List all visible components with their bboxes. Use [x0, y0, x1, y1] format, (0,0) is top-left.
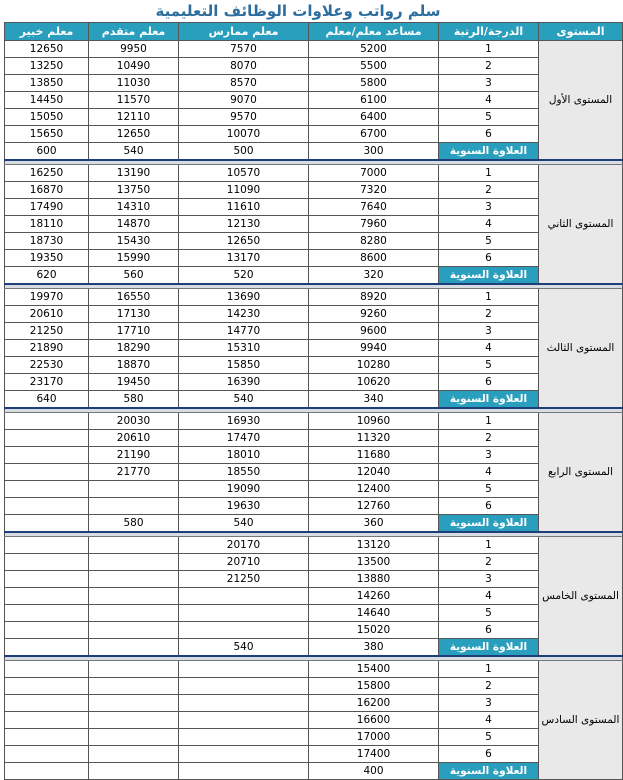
table-row — [5, 126, 623, 143]
table-row — [5, 289, 623, 306]
grade-cell: 4 — [439, 464, 539, 481]
expert-cell: 20610 — [5, 306, 89, 323]
practitioner-cell: 20170 — [179, 537, 309, 554]
increment-expert — [5, 639, 89, 657]
practitioner-cell: 15310 — [179, 340, 309, 357]
expert-cell — [5, 447, 89, 464]
table-row — [5, 447, 623, 464]
increment-advanced: 580 — [89, 515, 179, 533]
grade-cell: 1 — [439, 165, 539, 182]
advanced-cell: 10490 — [89, 58, 179, 75]
advanced-cell: 17130 — [89, 306, 179, 323]
increment-row — [5, 143, 623, 161]
table-row — [5, 554, 623, 571]
expert-cell: 18730 — [5, 233, 89, 250]
expert-cell: 14450 — [5, 92, 89, 109]
assistant-cell: 14260 — [309, 588, 439, 605]
assistant-cell: 16200 — [309, 695, 439, 712]
grade-cell: 5 — [439, 729, 539, 746]
grade-cell: 4 — [439, 340, 539, 357]
expert-cell: 22530 — [5, 357, 89, 374]
practitioner-cell: 13170 — [179, 250, 309, 267]
advanced-cell: 14310 — [89, 199, 179, 216]
grade-cell: 1 — [439, 661, 539, 678]
assistant-cell: 13500 — [309, 554, 439, 571]
expert-cell — [5, 571, 89, 588]
grade-cell: 3 — [439, 199, 539, 216]
header-assistant: مساعد معلم/معلم — [309, 23, 439, 41]
grade-cell: 6 — [439, 622, 539, 639]
practitioner-cell — [179, 695, 309, 712]
increment-label: العلاوة السنوية — [439, 763, 539, 780]
advanced-cell: 9950 — [89, 41, 179, 58]
table-row — [5, 75, 623, 92]
header-row — [5, 23, 623, 41]
grade-cell: 2 — [439, 554, 539, 571]
increment-row — [5, 639, 623, 657]
practitioner-cell: 12130 — [179, 216, 309, 233]
increment-row — [5, 515, 623, 533]
expert-cell — [5, 537, 89, 554]
advanced-cell: 18290 — [89, 340, 179, 357]
practitioner-cell: 11610 — [179, 199, 309, 216]
assistant-cell: 6100 — [309, 92, 439, 109]
assistant-cell: 7320 — [309, 182, 439, 199]
practitioner-cell: 21250 — [179, 571, 309, 588]
level-name: المستوى الأول — [539, 41, 623, 161]
assistant-cell: 15800 — [309, 678, 439, 695]
table-row — [5, 340, 623, 357]
table-row — [5, 41, 623, 58]
expert-cell: 19970 — [5, 289, 89, 306]
table-row — [5, 695, 623, 712]
expert-cell — [5, 661, 89, 678]
increment-practitioner: 540 — [179, 515, 309, 533]
practitioner-cell: 19090 — [179, 481, 309, 498]
practitioner-cell: 14770 — [179, 323, 309, 340]
advanced-cell: 17710 — [89, 323, 179, 340]
table-row — [5, 678, 623, 695]
grade-cell: 1 — [439, 537, 539, 554]
expert-cell — [5, 605, 89, 622]
assistant-cell: 12400 — [309, 481, 439, 498]
expert-cell: 23170 — [5, 374, 89, 391]
grade-cell: 1 — [439, 289, 539, 306]
expert-cell: 21890 — [5, 340, 89, 357]
assistant-cell: 12040 — [309, 464, 439, 481]
header-expert: معلم خبير — [5, 23, 89, 41]
practitioner-cell: 12650 — [179, 233, 309, 250]
increment-advanced — [89, 763, 179, 780]
table-row — [5, 537, 623, 554]
table-row — [5, 306, 623, 323]
grade-cell: 6 — [439, 126, 539, 143]
advanced-cell — [89, 712, 179, 729]
table-row — [5, 605, 623, 622]
increment-label: العلاوة السنوية — [439, 143, 539, 161]
advanced-cell — [89, 746, 179, 763]
table-row — [5, 165, 623, 182]
grade-cell: 1 — [439, 413, 539, 430]
assistant-cell: 5800 — [309, 75, 439, 92]
header-grade: الدرجة/الرتبة — [439, 23, 539, 41]
assistant-cell: 8600 — [309, 250, 439, 267]
practitioner-cell: 11090 — [179, 182, 309, 199]
expert-cell — [5, 554, 89, 571]
table-row — [5, 357, 623, 374]
grade-cell: 5 — [439, 109, 539, 126]
increment-row — [5, 763, 623, 780]
assistant-cell: 13120 — [309, 537, 439, 554]
assistant-cell: 10280 — [309, 357, 439, 374]
expert-cell: 13250 — [5, 58, 89, 75]
expert-cell — [5, 622, 89, 639]
practitioner-cell: 17470 — [179, 430, 309, 447]
practitioner-cell — [179, 712, 309, 729]
grade-cell: 2 — [439, 678, 539, 695]
grade-cell: 5 — [439, 605, 539, 622]
grade-cell: 2 — [439, 182, 539, 199]
practitioner-cell: 10570 — [179, 165, 309, 182]
increment-row — [5, 267, 623, 285]
advanced-cell: 13750 — [89, 182, 179, 199]
increment-advanced: 560 — [89, 267, 179, 285]
expert-cell — [5, 430, 89, 447]
increment-assistant: 400 — [309, 763, 439, 780]
increment-expert: 640 — [5, 391, 89, 409]
increment-row — [5, 391, 623, 409]
increment-assistant: 320 — [309, 267, 439, 285]
expert-cell — [5, 746, 89, 763]
grade-cell: 5 — [439, 233, 539, 250]
expert-cell: 16250 — [5, 165, 89, 182]
advanced-cell: 21770 — [89, 464, 179, 481]
increment-advanced: 540 — [89, 143, 179, 161]
expert-cell: 18110 — [5, 216, 89, 233]
level-name: المستوى الثالث — [539, 289, 623, 409]
table-row — [5, 746, 623, 763]
grade-cell: 6 — [439, 250, 539, 267]
table-row — [5, 374, 623, 391]
assistant-cell: 16600 — [309, 712, 439, 729]
grade-cell: 2 — [439, 306, 539, 323]
advanced-cell — [89, 695, 179, 712]
grade-cell: 3 — [439, 75, 539, 92]
increment-expert — [5, 763, 89, 780]
table-row — [5, 622, 623, 639]
header-level: المستوى — [539, 23, 623, 41]
advanced-cell: 11030 — [89, 75, 179, 92]
advanced-cell: 20030 — [89, 413, 179, 430]
grade-cell: 1 — [439, 41, 539, 58]
expert-cell — [5, 729, 89, 746]
grade-cell: 6 — [439, 374, 539, 391]
increment-expert: 620 — [5, 267, 89, 285]
grade-cell: 5 — [439, 481, 539, 498]
table-row — [5, 712, 623, 729]
practitioner-cell: 16930 — [179, 413, 309, 430]
assistant-cell: 10960 — [309, 413, 439, 430]
practitioner-cell: 16390 — [179, 374, 309, 391]
advanced-cell: 12110 — [89, 109, 179, 126]
expert-cell: 15050 — [5, 109, 89, 126]
table-row — [5, 498, 623, 515]
increment-practitioner: 540 — [179, 391, 309, 409]
level-name: المستوى السادس — [539, 661, 623, 780]
practitioner-cell: 18010 — [179, 447, 309, 464]
assistant-cell: 15020 — [309, 622, 439, 639]
table-row — [5, 92, 623, 109]
advanced-cell: 21190 — [89, 447, 179, 464]
table-row — [5, 588, 623, 605]
grade-cell: 4 — [439, 712, 539, 729]
expert-cell — [5, 464, 89, 481]
practitioner-cell — [179, 605, 309, 622]
assistant-cell: 17000 — [309, 729, 439, 746]
assistant-cell: 7960 — [309, 216, 439, 233]
increment-assistant: 340 — [309, 391, 439, 409]
expert-cell — [5, 678, 89, 695]
advanced-cell: 11570 — [89, 92, 179, 109]
practitioner-cell: 7570 — [179, 41, 309, 58]
increment-assistant: 300 — [309, 143, 439, 161]
expert-cell — [5, 481, 89, 498]
increment-advanced: 580 — [89, 391, 179, 409]
grade-cell: 6 — [439, 746, 539, 763]
table-row — [5, 430, 623, 447]
assistant-cell: 11680 — [309, 447, 439, 464]
assistant-cell: 7640 — [309, 199, 439, 216]
level-name: المستوى الرابع — [539, 413, 623, 533]
increment-label: العلاوة السنوية — [439, 639, 539, 657]
grade-cell: 2 — [439, 58, 539, 75]
advanced-cell: 15430 — [89, 233, 179, 250]
grade-cell: 3 — [439, 695, 539, 712]
expert-cell: 16870 — [5, 182, 89, 199]
level-name: المستوى الثاني — [539, 165, 623, 285]
practitioner-cell: 8070 — [179, 58, 309, 75]
increment-advanced — [89, 639, 179, 657]
assistant-cell: 8920 — [309, 289, 439, 306]
advanced-cell: 13190 — [89, 165, 179, 182]
increment-label: العلاوة السنوية — [439, 267, 539, 285]
practitioner-cell: 8570 — [179, 75, 309, 92]
expert-cell — [5, 695, 89, 712]
table-row — [5, 233, 623, 250]
advanced-cell — [89, 729, 179, 746]
practitioner-cell — [179, 661, 309, 678]
expert-cell: 15650 — [5, 126, 89, 143]
expert-cell: 17490 — [5, 199, 89, 216]
practitioner-cell: 10070 — [179, 126, 309, 143]
grade-cell: 4 — [439, 92, 539, 109]
increment-assistant: 380 — [309, 639, 439, 657]
table-row — [5, 58, 623, 75]
practitioner-cell — [179, 729, 309, 746]
assistant-cell: 6400 — [309, 109, 439, 126]
expert-cell — [5, 498, 89, 515]
grade-cell: 3 — [439, 571, 539, 588]
grade-cell: 5 — [439, 357, 539, 374]
practitioner-cell: 15850 — [179, 357, 309, 374]
practitioner-cell: 9570 — [179, 109, 309, 126]
advanced-cell — [89, 678, 179, 695]
increment-label: العلاوة السنوية — [439, 391, 539, 409]
assistant-cell: 6700 — [309, 126, 439, 143]
table-row — [5, 481, 623, 498]
increment-practitioner: 520 — [179, 267, 309, 285]
header-practitioner: معلم ممارس — [179, 23, 309, 41]
table-row — [5, 323, 623, 340]
increment-expert: 600 — [5, 143, 89, 161]
grade-cell: 4 — [439, 588, 539, 605]
assistant-cell: 5500 — [309, 58, 439, 75]
table-row — [5, 661, 623, 678]
assistant-cell: 17400 — [309, 746, 439, 763]
increment-label: العلاوة السنوية — [439, 515, 539, 533]
practitioner-cell — [179, 622, 309, 639]
expert-cell: 12650 — [5, 41, 89, 58]
grade-cell: 3 — [439, 323, 539, 340]
increment-practitioner: 500 — [179, 143, 309, 161]
practitioner-cell — [179, 746, 309, 763]
grade-cell: 3 — [439, 447, 539, 464]
advanced-cell — [89, 622, 179, 639]
expert-cell — [5, 413, 89, 430]
advanced-cell — [89, 481, 179, 498]
expert-cell — [5, 712, 89, 729]
table-row — [5, 199, 623, 216]
advanced-cell: 12650 — [89, 126, 179, 143]
level-name: المستوى الخامس — [539, 537, 623, 657]
assistant-cell: 13880 — [309, 571, 439, 588]
table-row — [5, 464, 623, 481]
grade-cell: 6 — [439, 498, 539, 515]
practitioner-cell — [179, 588, 309, 605]
advanced-cell — [89, 498, 179, 515]
expert-cell: 13850 — [5, 75, 89, 92]
expert-cell — [5, 588, 89, 605]
practitioner-cell: 19630 — [179, 498, 309, 515]
assistant-cell: 14640 — [309, 605, 439, 622]
practitioner-cell — [179, 678, 309, 695]
table-row — [5, 729, 623, 746]
advanced-cell: 14870 — [89, 216, 179, 233]
advanced-cell: 20610 — [89, 430, 179, 447]
advanced-cell — [89, 588, 179, 605]
assistant-cell: 10620 — [309, 374, 439, 391]
assistant-cell: 12760 — [309, 498, 439, 515]
expert-cell: 21250 — [5, 323, 89, 340]
increment-practitioner: 540 — [179, 639, 309, 657]
practitioner-cell: 14230 — [179, 306, 309, 323]
advanced-cell — [89, 554, 179, 571]
assistant-cell: 7000 — [309, 165, 439, 182]
table-row — [5, 250, 623, 267]
assistant-cell: 9940 — [309, 340, 439, 357]
increment-expert — [5, 515, 89, 533]
table-row — [5, 413, 623, 430]
advanced-cell: 19450 — [89, 374, 179, 391]
advanced-cell — [89, 605, 179, 622]
increment-assistant: 360 — [309, 515, 439, 533]
practitioner-cell: 18550 — [179, 464, 309, 481]
advanced-cell — [89, 661, 179, 678]
table-row — [5, 182, 623, 199]
advanced-cell — [89, 571, 179, 588]
assistant-cell: 8280 — [309, 233, 439, 250]
grade-cell: 4 — [439, 216, 539, 233]
practitioner-cell: 20710 — [179, 554, 309, 571]
header-advanced: معلم متقدم — [89, 23, 179, 41]
advanced-cell — [89, 537, 179, 554]
page-title: سلم رواتب وعلاوات الوظائف التعليمية — [155, 2, 441, 20]
practitioner-cell: 9070 — [179, 92, 309, 109]
expert-cell: 19350 — [5, 250, 89, 267]
assistant-cell: 9600 — [309, 323, 439, 340]
salary-scale-table — [4, 22, 623, 780]
table-row — [5, 571, 623, 588]
advanced-cell: 18870 — [89, 357, 179, 374]
increment-practitioner — [179, 763, 309, 780]
advanced-cell: 15990 — [89, 250, 179, 267]
assistant-cell: 5200 — [309, 41, 439, 58]
practitioner-cell: 13690 — [179, 289, 309, 306]
table-row — [5, 216, 623, 233]
table-row — [5, 109, 623, 126]
grade-cell: 2 — [439, 430, 539, 447]
advanced-cell: 16550 — [89, 289, 179, 306]
assistant-cell: 9260 — [309, 306, 439, 323]
assistant-cell: 11320 — [309, 430, 439, 447]
assistant-cell: 15400 — [309, 661, 439, 678]
